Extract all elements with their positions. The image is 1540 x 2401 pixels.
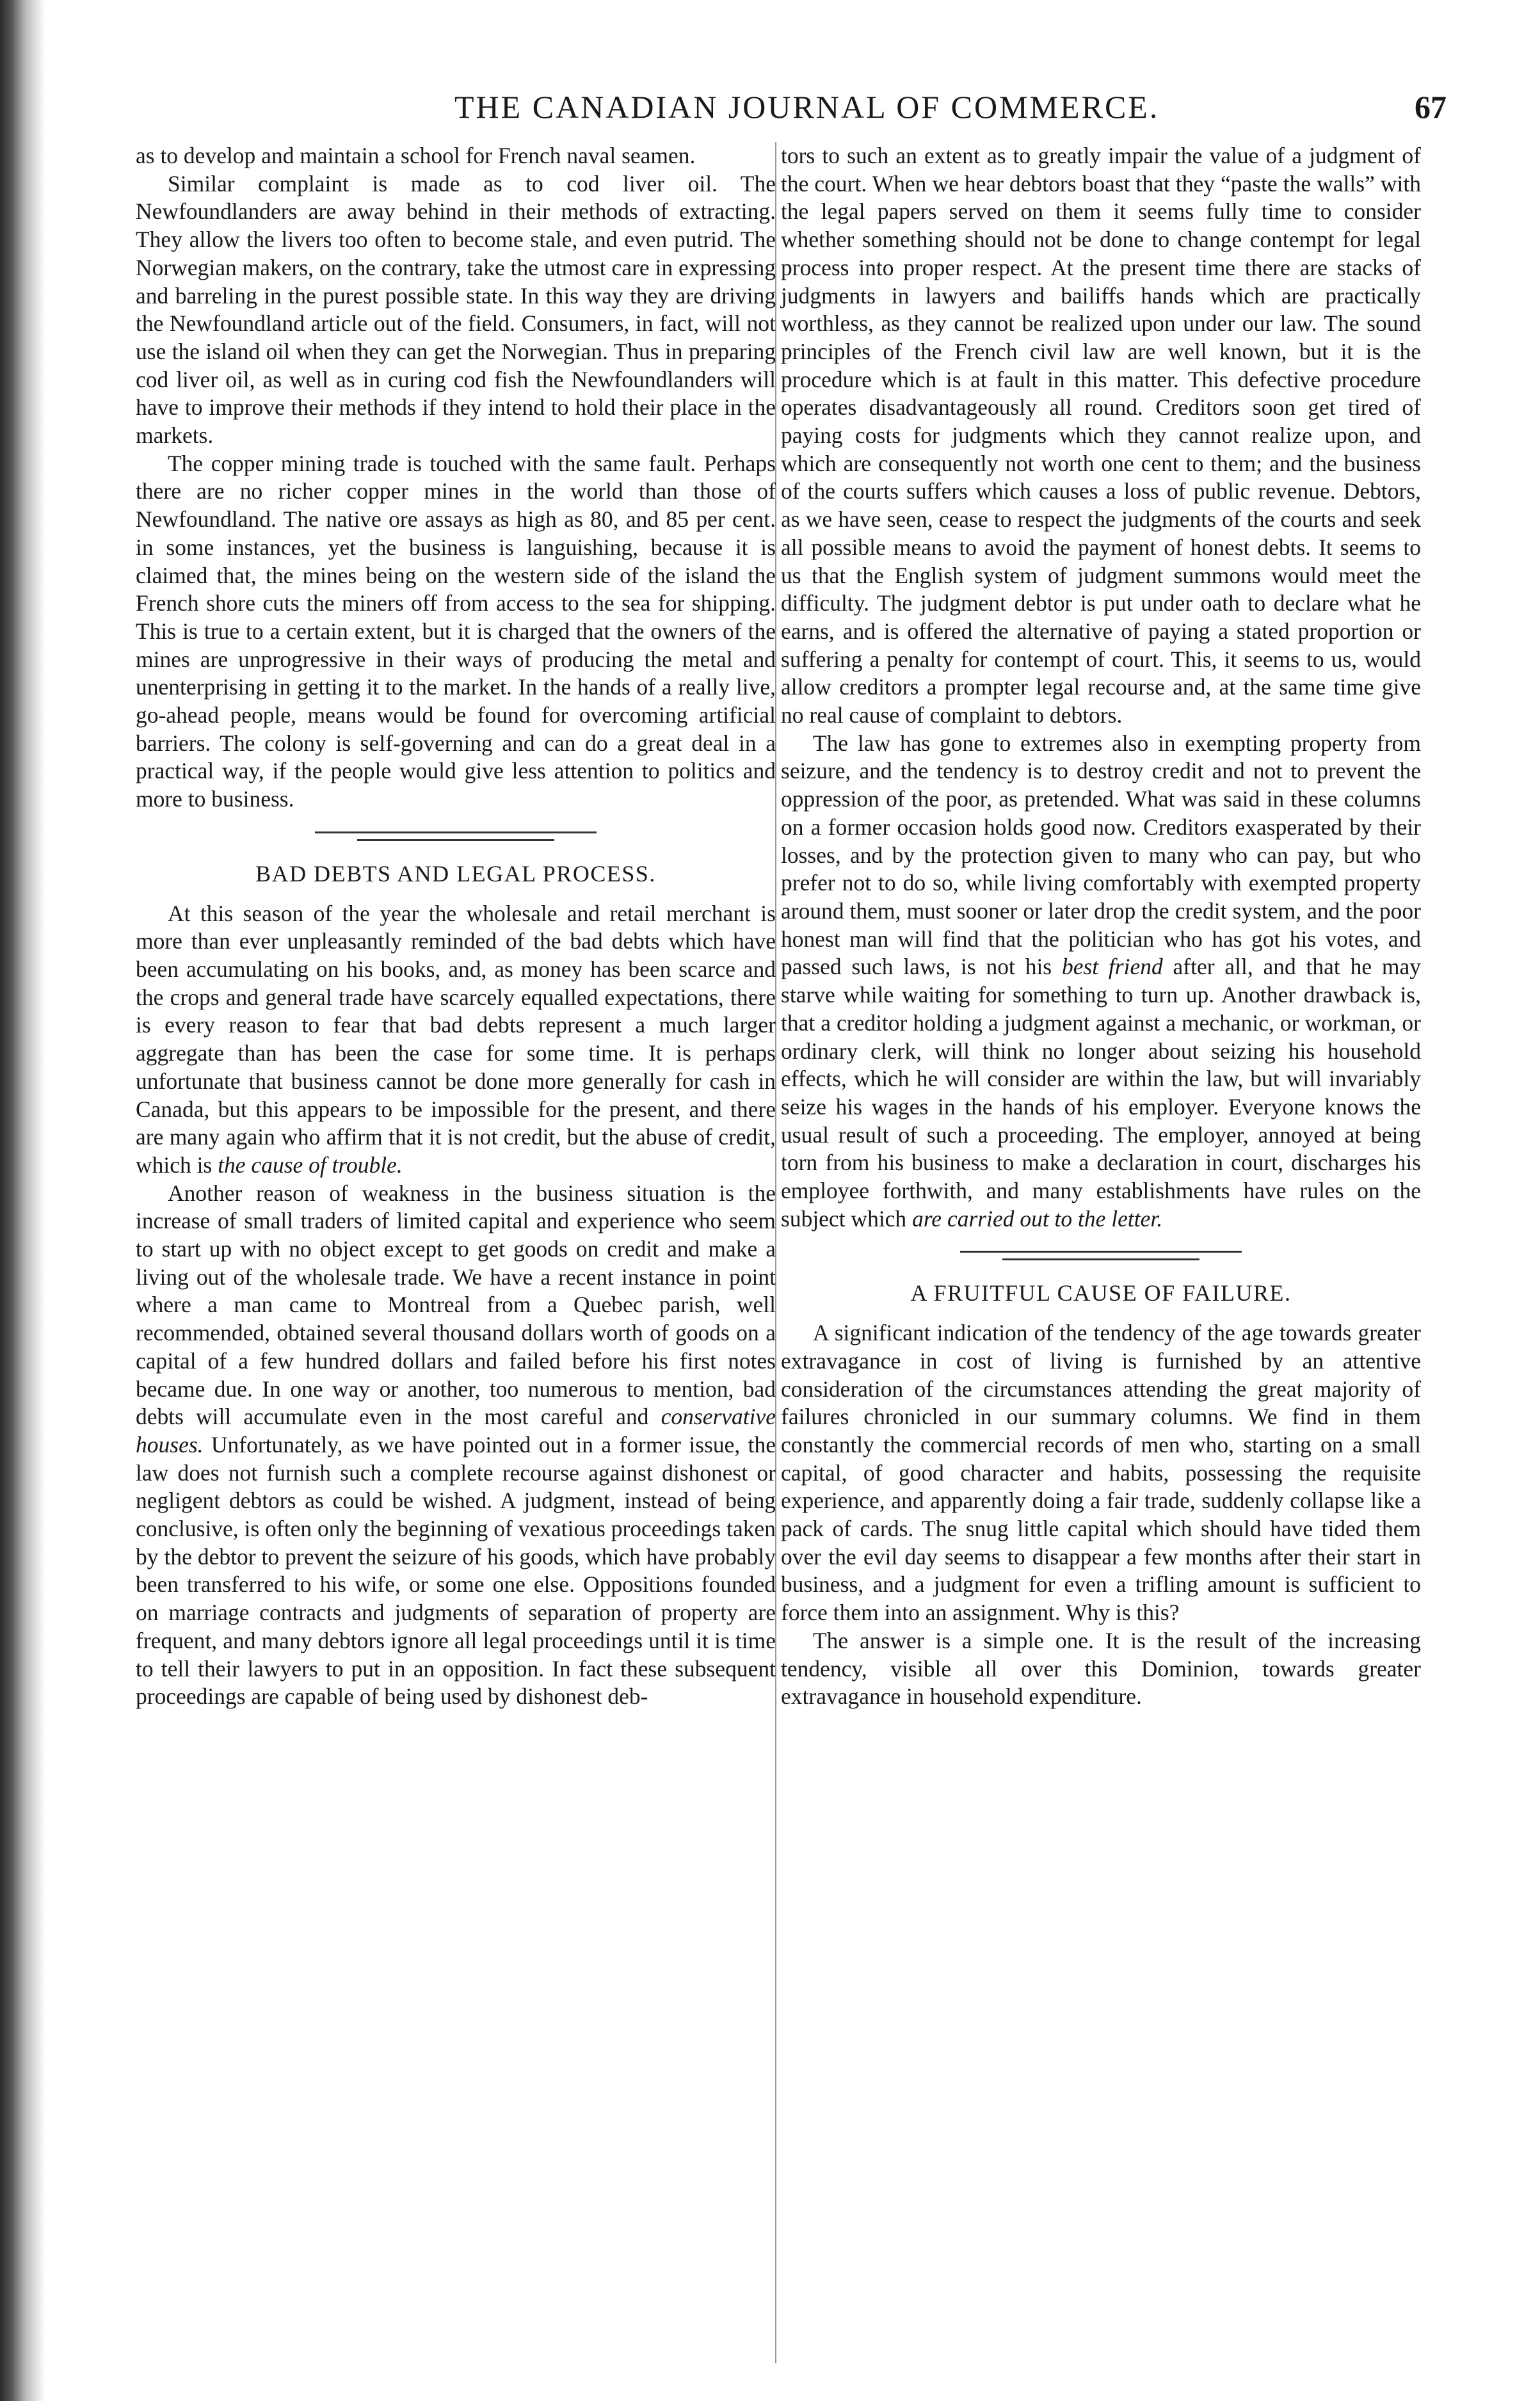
paragraph (136, 900, 776, 1180)
rule-line (357, 839, 554, 841)
paragraph-text: Unfortunately, as we have pointed out in a former issue, the law does not furnish such a complete recourse against dishonest or negligent debtors as could be wished. A judgment, instead of being conclusive, is often only the beginning of vexatious proceedings taken by the debtor to prevent the seizure of his goods, which have probably been transferred to his wife, or some one else. Oppositions founded on marriage contracts and judgments of separation of property are frequent, and many debtors ignore all legal proceedings until it is time to tell their lawyers to put in an opposition. In fact these subsequent proceedings are capable of being used by dishonest deb- (136, 1431, 776, 1710)
paragraph: The answer is a simple one. It is the result of the increasing tendency, visible all over this Dominion, towards greater extravagance in household expenditure. (781, 1627, 1421, 1710)
paragraph (781, 730, 1421, 1233)
paragraph: A significant indication of the tendency of the age towards greater extravagance in cost of living is furnished by an attentive consideration of the circumstances attending the great majority of failures chronicled in our summary columns. We find in them constantly the commercial records of men who, starting on a small capital, of good character and habits, possessing the requisite experience, and apparently doing a fair trade, suddenly collapse like a pack of cards. The snug little capital which should have tided them over the evil day seems to disappear a few months after their start in business, and a judgment for even a trifling amount is sufficient to force them into an assignment. Why is this? (781, 1320, 1421, 1626)
paragraph-text: Another reason of weakness in the business situation is the increase of small traders of limited capital and experience who seem to start up with no object except to get goods on credit and make a living out of the wholesale trade. We have a recent instance in point where a man came to Montreal from a Quebec parish, well recommended, obtained several thousand dollars worth of goods on a capital of a few hundred dollars and failed before his first notes became due. In one way or another, too numerous to mention, bad debts will accumulate even in the most careful and (136, 1180, 776, 1430)
paragraph-text: The law has gone to extremes also in exempting property from seizure, and the tendency is to destroy credit and not to prevent the oppression of the poor, as pretended. What was said in these columns on a former occasion holds good now. Creditors exasperated by their losses, and by the protection given to many who can pay, but who prefer not to do so, while living comfortably with exempted property around them, must sooner or later drop the credit system, and the poor honest man will find that the politician who has got his votes, and passed such laws, is not his (781, 730, 1421, 980)
right-column (781, 142, 1421, 2357)
left-column (136, 142, 776, 2357)
paragraph-text: after all, and that he may starve while waiting for something to turn up. Another drawback is, that a creditor holding a judgment against a mechanic, or workman, or ordinary clerk, will think no longer about seizing his household effects, which he will consider are within the law, but will invariably seize his wages in the hands of his employer. Everyone knows the usual result of such a proceeding. The employer, annoyed at being torn from his business to make a declaration in court, discharges his employee forthwith, and many establishments have rules on the subject which (781, 954, 1422, 1232)
paragraph: Similar complaint is made as to cod liver oil. The Newfoundlanders are away behind in their methods of extracting. They allow the livers too often to become stale, and even putrid. The Norwegian makers, on the contrary, take the utmost care in expressing and barreling in the purest possible state. In this way they are driving the Newfoundland article out of the field. Consumers, in fact, will not use the island oil when they can get the Norwegian. Thus in preparing cod liver oil, as well as in curing cod fish the Newfoundlanders will have to improve their methods if they intend to hold their place in the markets. (136, 170, 776, 449)
italic-text: are carried out to the letter. (912, 1205, 1163, 1232)
rule-line (315, 831, 597, 833)
binding-edge (0, 0, 45, 2401)
journal-title: THE CANADIAN JOURNAL OF COMMERCE. (454, 89, 1160, 125)
paragraph: The copper mining trade is touched with the same fault. Perhaps there are no richer copper mines in the world than those of Newfoundland. The native ore assays as high as 80, and 85 per cent. in some instances, yet the business is languishing, because it is claimed that, the mines being on the western side of the island the French shore cuts the miners off from access to the sea for shipping. This is true to a certain extent, but it is charged that the owners of the mines are unprogressive in their ways of producing the metal and unenterprising in getting it to the market. In the hands of a really live, go-ahead people, means would be found for overcoming artificial barriers. The colony is self-governing and can do a great deal in a practical way, if the people would give less attention to politics and more to business. (136, 450, 776, 812)
italic-text: conservative houses. (136, 1404, 776, 1457)
paragraph: tors to such an extent as to greatly impair the value of a judgment of the court. When we hear debtors boast that they “paste the walls” with the legal papers served on them it seems fully time to consider whether something should not be done to change contempt for legal process into proper respect. At the present time there are stacks of judgments in lawyers and bailiffs hands which are practically worthless, as they cannot be realized upon under our law. The sound principles of the French civil law are well known, but it is the procedure which is at fault in this matter. This defective procedure operates disadvantageously all round. Creditors soon get tired of paying costs for judgments which they cannot realize upon, and which are consequently not worth one cent to them; and the business of the courts suffers which causes a loss of public revenue. Debtors, as we have seen, cease to respect the judgments of the courts and seek all possible means to avoid the payment of honest debts. It seems to us that the English system of judgment summons would meet the difficulty. The judgment debtor is put under oath to declare what he earns, and is offered the alternative of paying a stated proportion or suffering a penalty for contempt of court. This, it seems to us, would allow creditors a prompter legal recourse and, at the same time give no real cause of complaint to debtors. (781, 143, 1421, 728)
rule-line (1002, 1258, 1199, 1260)
italic-text: best friend (1061, 954, 1163, 980)
paragraph (136, 1180, 776, 1711)
section-rule (315, 831, 597, 841)
article-heading: BAD DEBTS AND LEGAL PROCESS. (255, 860, 656, 887)
rule-line (960, 1251, 1242, 1253)
italic-text: the cause of trouble. (218, 1152, 403, 1178)
paragraph-text: At this season of the year the wholesale and retail merchant is more than ever unpleasantly reminded of the bad debts which have been accumulating on his books, and, as money has been scarce and the crops and general trade have scarcely equalled expectations, there is every reason to fear that bad debts represent a much larger aggregate than has been the case for some time. It is perhaps unfortunate that business cannot be done more generally for cash in Canada, but this appears to be impossible for the present, and there are many again who affirm that it is not credit, but the abuse of credit, which is (136, 900, 776, 1178)
page-number: 67 (1415, 89, 1447, 125)
section-rule (960, 1251, 1242, 1260)
running-head (154, 88, 1447, 133)
article-heading: A FRUITFUL CAUSE OF FAILURE. (910, 1280, 1292, 1306)
paragraph: as to develop and maintain a school for French naval seamen. (136, 143, 696, 168)
